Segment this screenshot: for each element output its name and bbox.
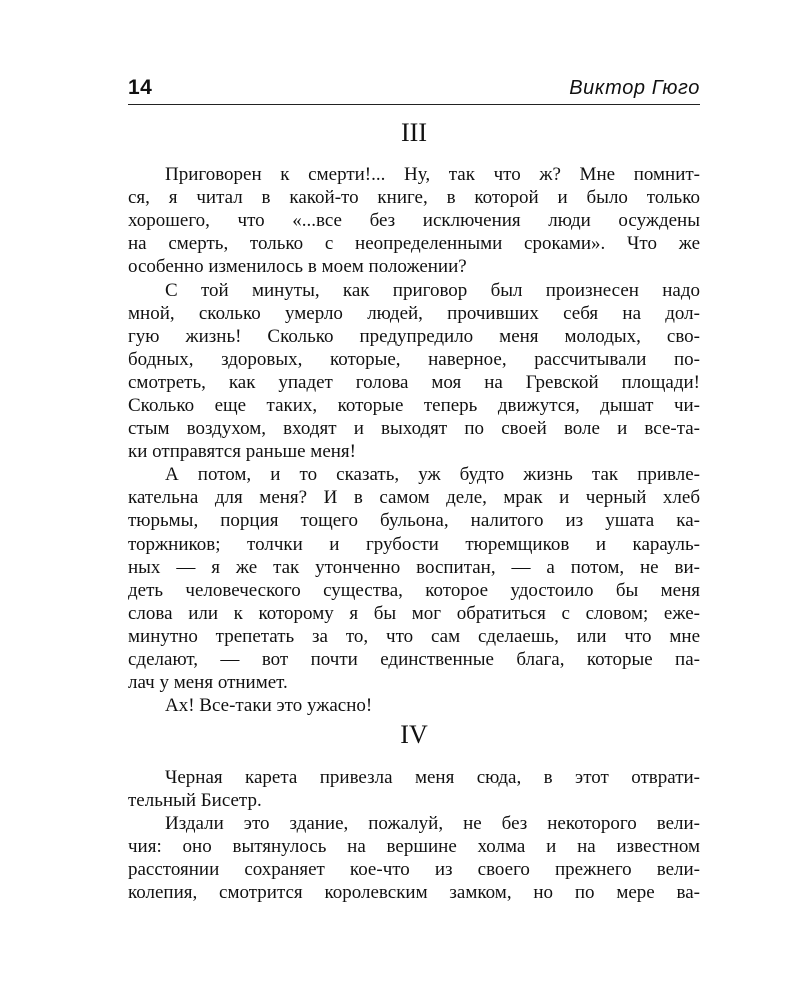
text-line: ся, я читал в какой-то книге, в которой и было только	[128, 187, 700, 209]
paragraph	[128, 766, 700, 812]
text-line: ки отправятся раньше меня!	[128, 441, 356, 463]
text-line: стым воздухом, входят и выходят по своей воле и все-та-	[128, 418, 700, 440]
text-line: слова или к которому я бы мог обратиться с словом; еже-	[128, 602, 700, 624]
section-heading-iv: IV	[400, 720, 428, 749]
text-line: минутно трепетать за то, что сам сделаешь, или что мне	[128, 625, 700, 647]
text-line: смотреть, как упадет голова моя на Гревской площади!	[128, 371, 700, 393]
text-line: тельный Бисетр.	[128, 790, 262, 812]
paragraph	[128, 279, 700, 464]
text-line: на смерть, только с неопределенными сроками». Что же	[128, 233, 700, 255]
running-title: Виктор Гюго	[569, 77, 700, 99]
text-line: Приговорен к смерти!... Ну, так что ж? Мне помнит-	[165, 164, 700, 185]
text-line: тюрьмы, порция тощего бульона, налитого из ушата ка-	[128, 510, 700, 532]
paragraph	[128, 812, 700, 904]
page-header	[128, 72, 700, 105]
text-line: гую жизнь! Сколько предупредило меня молодых, сво-	[128, 325, 700, 347]
text-line: торжников; толчки и грубости тюремщиков и карауль-	[128, 533, 700, 555]
text-line: ных — я же так утонченно воспитан, — а потом, не ви-	[128, 556, 700, 578]
text-line: бодных, здоровых, которые, наверное, рассчитывали по-	[128, 348, 700, 370]
text-line: А потом, и то сказать, уж будто жизнь так привле-	[165, 464, 700, 486]
section-heading-iii: III	[401, 118, 427, 147]
page-number: 14	[128, 76, 153, 99]
text-line: сделают, — вот почти единственные блага, которые па-	[128, 649, 700, 671]
text-line: хорошего, что «...все без исключения люди осуждены	[128, 210, 700, 232]
paragraph	[128, 694, 700, 717]
text-line: лач у меня отнимет.	[128, 672, 288, 694]
text-line: чия: оно вытянулось на вершине холма и на известном	[128, 836, 700, 858]
text-line: С той минуты, как приговор был произнесен надо	[165, 279, 700, 301]
text-line: Ах! Все-таки это ужасно!	[165, 695, 373, 717]
paragraph	[128, 463, 700, 694]
text-line: деть человеческого существа, которое удостоило бы меня	[128, 579, 700, 601]
text-line: мной, сколько умерло людей, прочивших себя на дол-	[128, 302, 700, 324]
text-line: колепия, смотрится королевским замком, но по мере ва-	[128, 882, 700, 904]
text-line: Черная карета привезла меня сюда, в этот отврати-	[165, 767, 700, 788]
text-line: особенно изменилось в моем положении?	[128, 256, 467, 278]
text-line: кательна для меня? И в самом деле, мрак и черный хлеб	[128, 487, 700, 509]
paragraph	[128, 163, 700, 278]
text-line: расстоянии сохраняет кое-что из своего прежнего вели-	[128, 859, 700, 881]
text-line: Сколько еще таких, которые теперь движутся, дышат чи-	[128, 394, 700, 416]
text-line: Издали это здание, пожалуй, не без некоторого вели-	[165, 813, 700, 835]
